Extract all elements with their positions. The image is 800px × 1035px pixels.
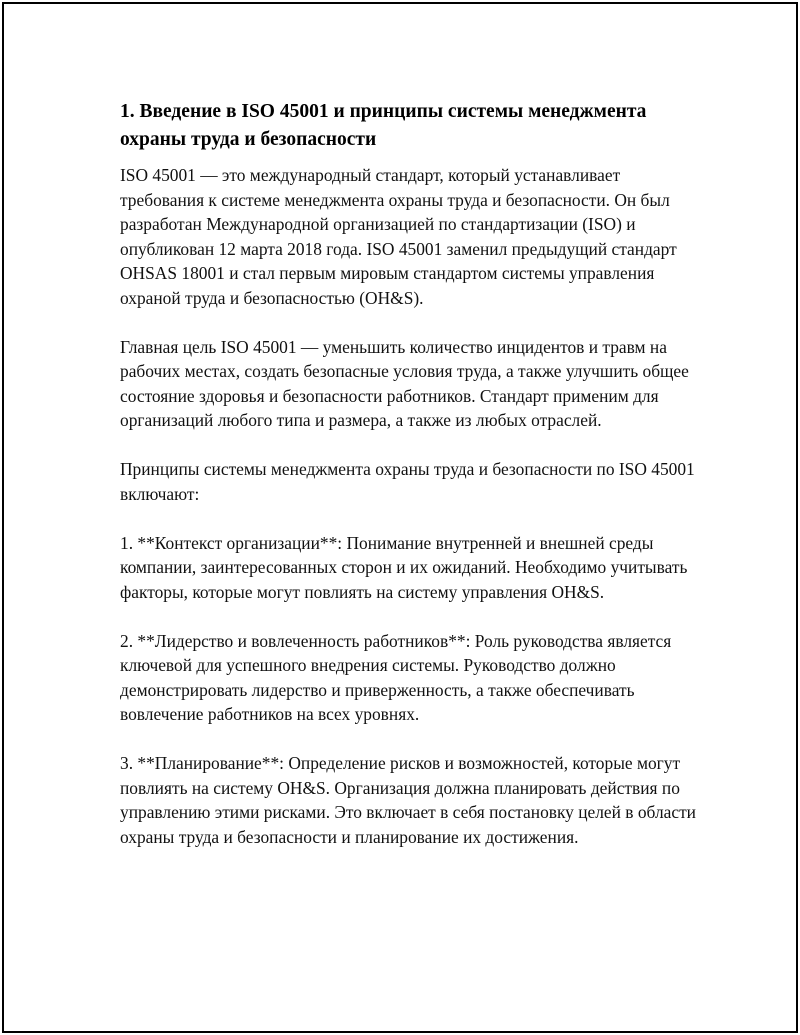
document-body	[120, 98, 700, 874]
document-page	[2, 2, 798, 1033]
section-heading: 1. Введение в ISO 45001 и принципы системы менеджмента охраны труда и безопасности	[120, 101, 647, 150]
list-item-context: 1. **Контекст организации**: Понимание внутренней и внешней среды компании, заинтересованных сторон и их ожиданий. Необходимо учитывать факторы, которые могут повлиять на систему управления OH&S.	[120, 532, 688, 602]
paragraph-intro: ISO 45001 — это международный стандарт, который устанавливает требования к системе менеджмента охраны труда и безопасности. Он был разработан Международной организацией по стандартизации (ISO) и опубликован 12 марта 2018 года. ISO 45001 заменил предыдущий стандарт OHSAS 18001 и стал первым мировым стандартом системы управления охраной труда и безопасностью (OH&S).	[120, 165, 677, 308]
paragraph-principles-lead: Принципы системы менеджмента охраны труда и безопасности по ISO 45001 включают:	[120, 459, 695, 504]
list-item-planning: 3. **Планирование**: Определение рисков и возможностей, которые могут повлиять на систему OH&S. Организация должна планировать действия по управлению этими рисками. Это включает в себя постановку целей в области охраны труда и безопасности и планирование их достижения.	[120, 753, 696, 847]
paragraph-goal: Главная цель ISO 45001 — уменьшить количество инцидентов и травм на рабочих местах, создать безопасные условия труда, а также улучшить общее состояние здоровья и безопасности работников. Стандарт применим для организаций любого типа и размера, а также из любых отраслей.	[120, 336, 689, 430]
list-item-leadership: 2. **Лидерство и вовлеченность работников**: Роль руководства является ключевой для успешного внедрения системы. Руководство должно демонстрировать лидерство и приверженность, а также обеспечивать вовлечение работников на всех уровнях.	[120, 630, 672, 724]
